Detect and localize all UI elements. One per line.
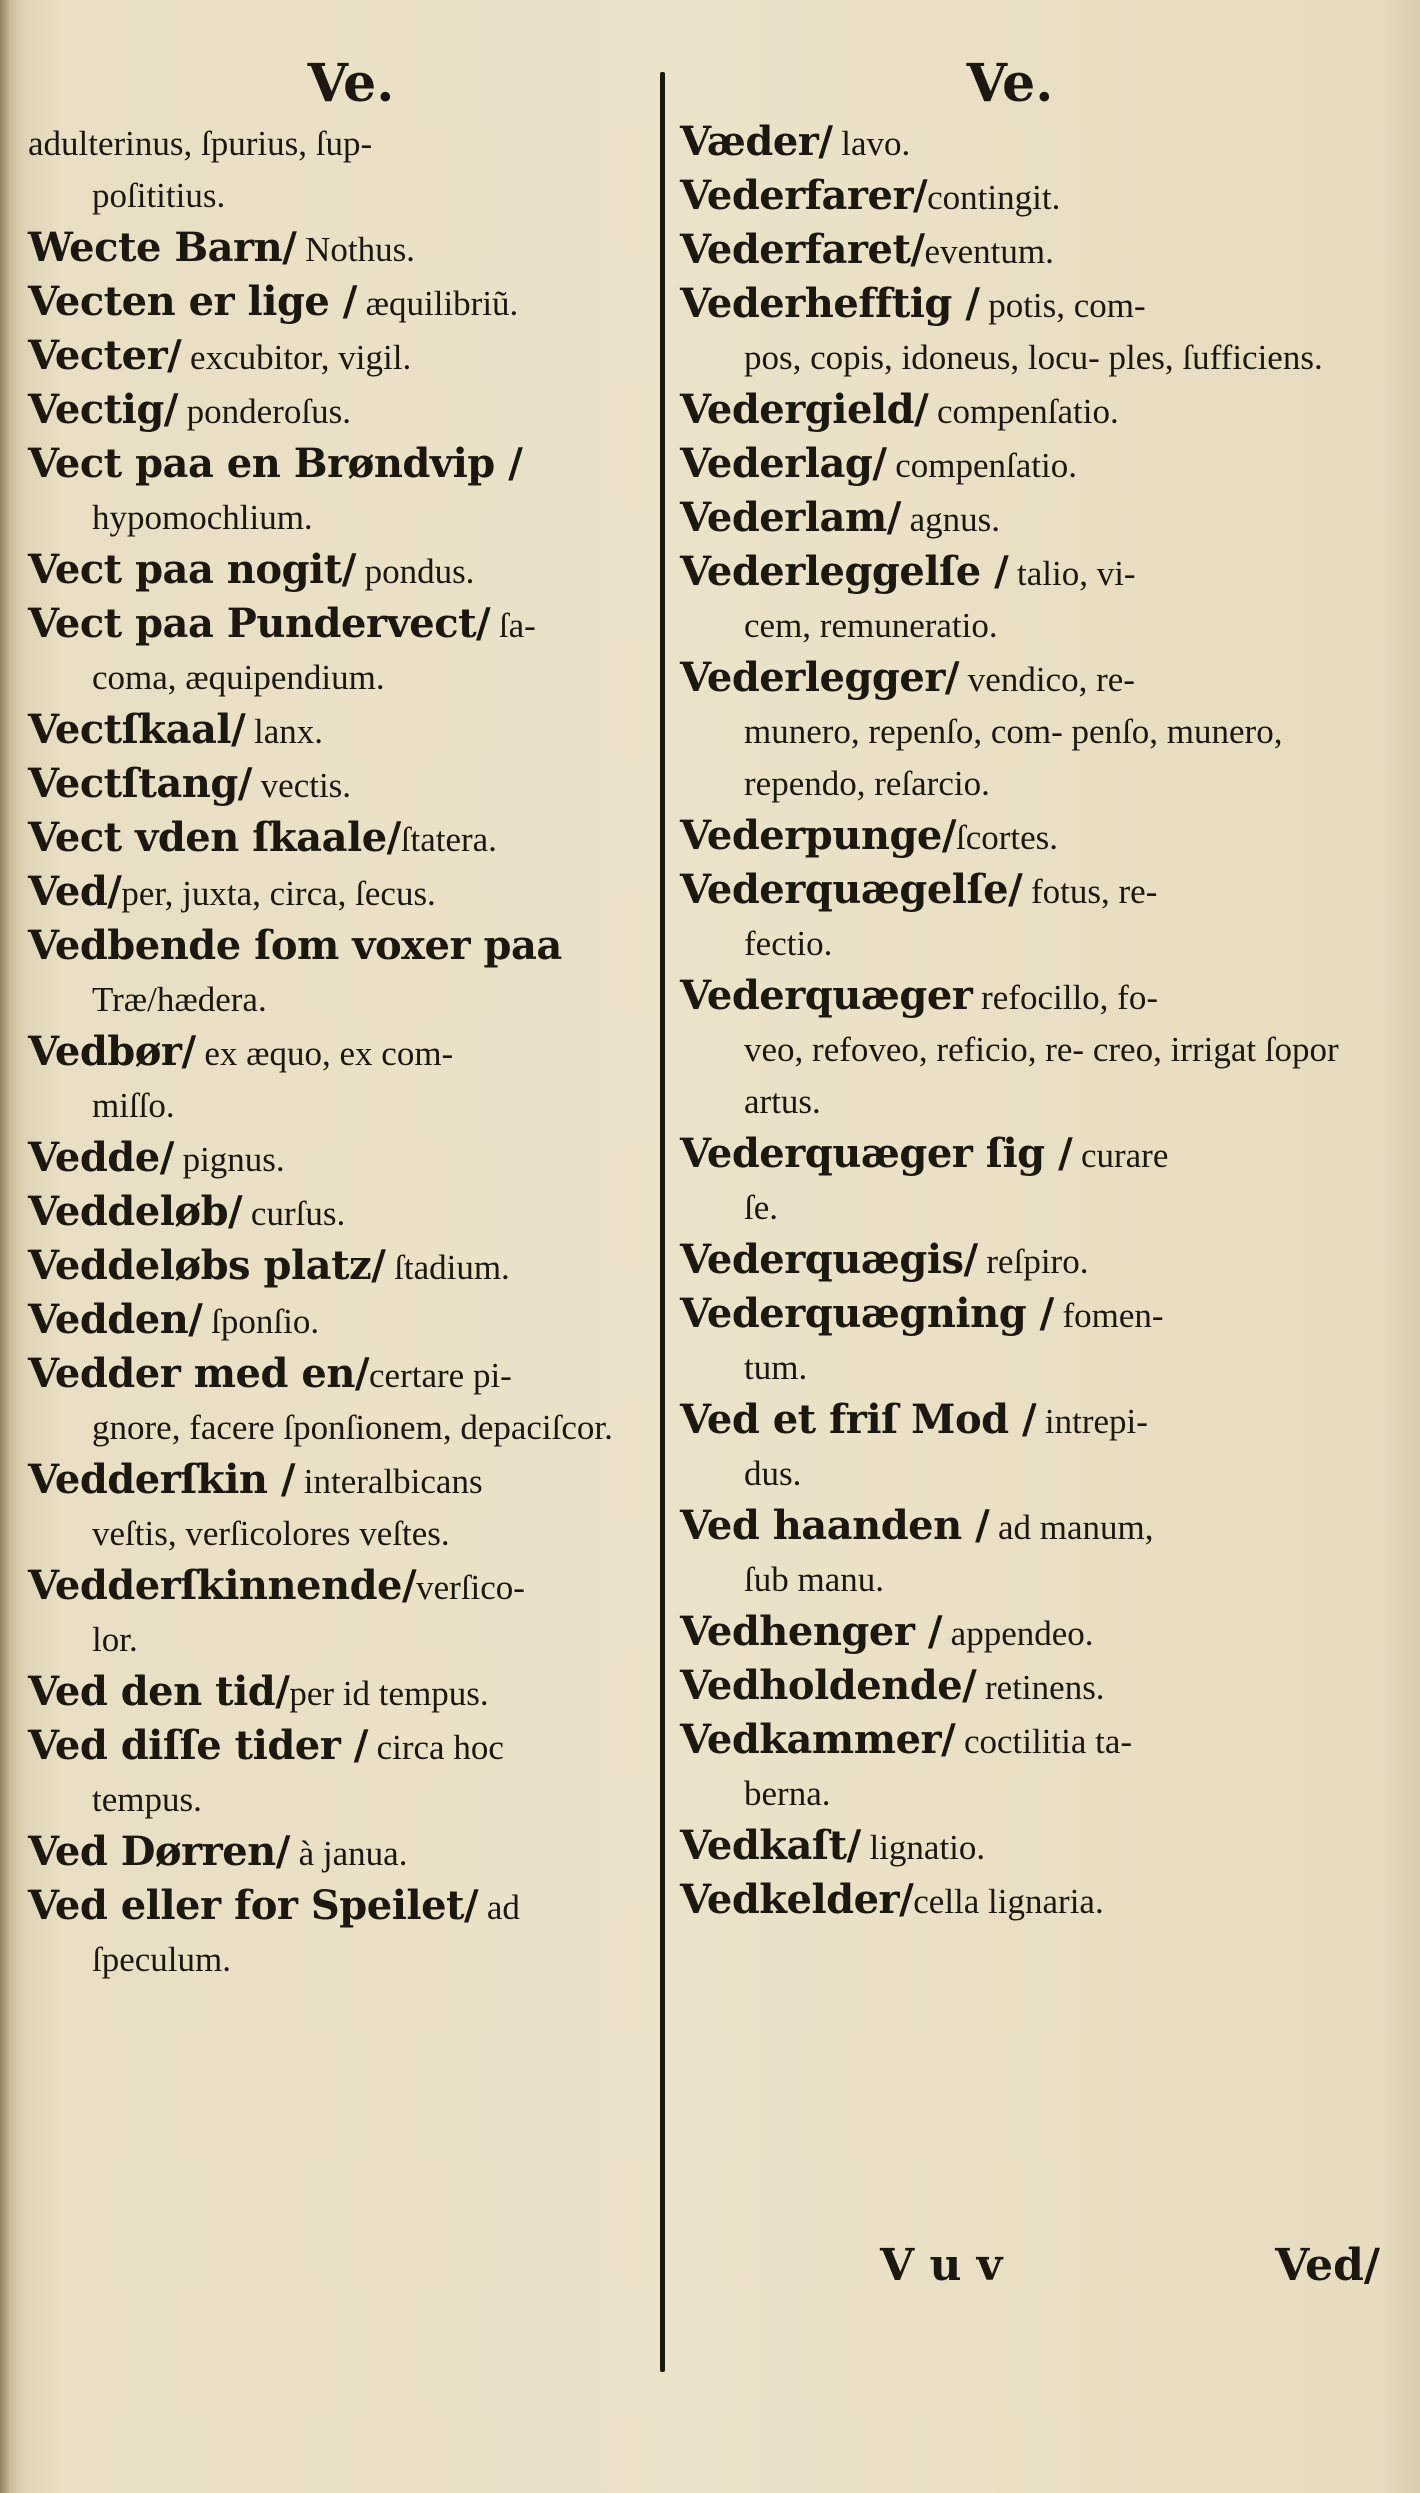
- right-column: [680, 0, 1380, 1928]
- entry-headword: Ved eller for Speilet/: [28, 1882, 479, 1929]
- entry-headword: Ved Dørren/: [28, 1828, 290, 1875]
- entry-definition: vendico, re-: [959, 660, 1135, 699]
- entry-headword: Vederquægning /: [680, 1290, 1054, 1337]
- entry-headword: Vectſtang/: [28, 760, 252, 807]
- entry-definition: compenſatio.: [886, 446, 1078, 485]
- entry-definition: ſtadium.: [385, 1248, 510, 1287]
- entry-continuation: ſub manu.: [744, 1560, 884, 1599]
- dictionary-entry: [28, 330, 644, 384]
- entry-continuation: hypomochlium.: [92, 498, 313, 537]
- dictionary-entry: [680, 1394, 1380, 1500]
- entry-definition: pondus.: [355, 552, 475, 591]
- dictionary-entry: [28, 812, 644, 866]
- signature-mark: V u v: [880, 2240, 1003, 2291]
- entry-continuation: miſſo.: [92, 1086, 175, 1125]
- dictionary-entry: [680, 170, 1380, 224]
- dictionary-entry: [680, 1606, 1380, 1660]
- entry-definition: contingit.: [927, 178, 1061, 217]
- entry-definition: appendeo.: [941, 1614, 1094, 1653]
- right-entry-list: [680, 116, 1380, 1928]
- entry-headword: Vederquægis/: [680, 1236, 978, 1283]
- entry-definition: fotus, re-: [1022, 872, 1158, 911]
- entry-headword: Vederlag/: [680, 440, 887, 487]
- entry-headword: Vedkammer/: [680, 1716, 956, 1763]
- entry-continuation: gnore, facere ſponſionem, depaciſcor.: [92, 1408, 613, 1447]
- dictionary-entry: [28, 1666, 644, 1720]
- entry-continuation: cem, remuneratio.: [744, 606, 998, 645]
- entry-headword: Vedderſkin /: [28, 1456, 296, 1503]
- dictionary-entry: [28, 1348, 644, 1454]
- entry-definition: ſa-: [490, 606, 536, 645]
- entry-definition: talio, vi-: [1008, 554, 1136, 593]
- entry-headword: Vect paa en Brøndvip /: [28, 440, 523, 487]
- entry-headword: Vedden/: [28, 1296, 203, 1343]
- entry-definition: vectis.: [251, 766, 352, 805]
- dictionary-entry: [680, 1714, 1380, 1820]
- entry-headword: Ved haanden /: [680, 1502, 990, 1549]
- column-divider: [660, 72, 665, 2372]
- entry-definition: potis, com-: [979, 286, 1146, 325]
- dictionary-entry: [680, 1500, 1380, 1606]
- entry-definition: ſcortes.: [955, 818, 1059, 857]
- entry-headword: Vederlam/: [680, 494, 901, 541]
- dictionary-entry: [28, 544, 644, 598]
- left-entry-list: [28, 116, 644, 1986]
- entry-continuation: berna.: [744, 1774, 831, 1813]
- entry-headword: Wecte Barn/: [28, 224, 297, 271]
- entry-definition: refocillo, fo-: [972, 978, 1158, 1017]
- dictionary-entry: [28, 222, 644, 276]
- dictionary-entry: [28, 866, 644, 920]
- entry-headword: Vecter/: [28, 332, 182, 379]
- dictionary-entry: [28, 1026, 644, 1132]
- entry-continuation: munero, repenſo, com- penſo, munero, rependo, reſarcio.: [744, 712, 1283, 803]
- entry-definition: coctilitia ta-: [955, 1722, 1133, 1761]
- entry-continuation: pos, copis, idoneus, locu- ples, ſufficiens.: [744, 338, 1323, 377]
- entry-definition: interalbicans: [295, 1462, 483, 1501]
- dictionary-entry: [680, 1234, 1380, 1288]
- entry-definition: adulterinus, ſpurius, ſup-: [28, 124, 373, 163]
- dictionary-entry: [28, 1560, 644, 1666]
- dictionary-entry: [28, 758, 644, 812]
- entry-headword: Vederquæger: [680, 972, 973, 1019]
- entry-definition: compenſatio.: [928, 392, 1119, 431]
- entry-definition: certare pi-: [369, 1356, 512, 1395]
- entry-definition: circa hoc: [367, 1728, 504, 1767]
- entry-headword: Ved diſſe tider /: [28, 1722, 368, 1769]
- entry-headword: Ved den tid/: [28, 1668, 290, 1715]
- entry-headword: Vectig/: [28, 386, 178, 433]
- entry-headword: Vederpunge/: [680, 812, 956, 859]
- entry-continuation: ſpeculum.: [92, 1940, 231, 1979]
- dictionary-entry: [680, 970, 1380, 1128]
- dictionary-entry: [28, 1826, 644, 1880]
- entry-headword: Vecten er lige /: [28, 278, 357, 325]
- entry-headword: Veddeløb/: [28, 1188, 243, 1235]
- dictionary-entry: [680, 1288, 1380, 1394]
- entry-headword: Vedde/: [28, 1134, 174, 1181]
- entry-headword: Vederleggelſe /: [680, 548, 1009, 595]
- entry-headword: Vederlegger/: [680, 654, 960, 701]
- dictionary-entry: [28, 598, 644, 704]
- entry-headword: Væder/: [680, 118, 833, 165]
- entry-definition: intrepi-: [1036, 1402, 1148, 1441]
- dictionary-entry: [28, 1240, 644, 1294]
- dictionary-entry: [680, 810, 1380, 864]
- dictionary-entry: [28, 1720, 644, 1826]
- entry-headword: Veddeløbs platz/: [28, 1242, 386, 1289]
- entry-headword: Vedbende ſom voxer paa: [28, 922, 562, 969]
- entry-continuation: fectio.: [744, 924, 833, 963]
- dictionary-entry: [28, 704, 644, 758]
- left-column-header: Ve.: [307, 53, 395, 114]
- entry-definition: ex æquo, ex com-: [195, 1034, 454, 1073]
- dictionary-entry: [680, 224, 1380, 278]
- entry-definition: ad: [478, 1888, 520, 1927]
- entry-continuation: ſe.: [744, 1188, 779, 1227]
- dictionary-entry: [28, 384, 644, 438]
- dictionary-entry: [28, 1294, 644, 1348]
- entry-continuation: coma, æquipendium.: [92, 658, 385, 697]
- dictionary-entry: [680, 864, 1380, 970]
- dictionary-entry: [28, 438, 644, 544]
- dictionary-entry: [680, 492, 1380, 546]
- left-column: [28, 0, 644, 1986]
- dictionary-entry: [680, 278, 1380, 384]
- entry-definition: ſtatera.: [400, 820, 497, 859]
- entry-headword: Vect paa Pundervect/: [28, 600, 491, 647]
- dictionary-entry: [680, 384, 1380, 438]
- entry-definition: retinens.: [976, 1668, 1105, 1707]
- dictionary-entry: [680, 1820, 1380, 1874]
- entry-definition: pignus.: [173, 1140, 285, 1179]
- entry-definition: ſponſio.: [202, 1302, 320, 1341]
- entry-definition: lignatio.: [860, 1828, 986, 1867]
- entry-definition: lavo.: [832, 124, 911, 163]
- entry-headword: Vectſkaal/: [28, 706, 246, 753]
- entry-definition: per, juxta, circa, ſecus.: [121, 874, 436, 913]
- entry-definition: curſus.: [242, 1194, 346, 1233]
- entry-continuation: veo, refoveo, reficio, re- creo, irrigat ſopor artus.: [744, 1030, 1339, 1121]
- entry-headword: Vedder med en/: [28, 1350, 370, 1397]
- right-column-header: Ve.: [966, 53, 1054, 114]
- entry-headword: Vedergield/: [680, 386, 929, 433]
- entry-continuation: veſtis, verſicolores veſtes.: [92, 1514, 450, 1553]
- entry-headword: Vedholdende/: [680, 1662, 977, 1709]
- entry-headword: Ved et friſ Mod /: [680, 1396, 1037, 1443]
- entry-headword: Vedderſkinnende/: [28, 1562, 417, 1609]
- entry-headword: Ved/: [28, 868, 122, 915]
- dictionary-entry: [28, 276, 644, 330]
- entry-definition: fomen-: [1053, 1296, 1164, 1335]
- entry-definition: ad manum,: [989, 1508, 1154, 1547]
- entry-continuation: Træ/hædera.: [92, 980, 267, 1019]
- entry-headword: Vederquægelſe/: [680, 866, 1023, 913]
- entry-definition: per id tempus.: [289, 1674, 489, 1713]
- entry-headword: Vedbør/: [28, 1028, 196, 1075]
- entry-headword: Vect paa nogit/: [28, 546, 356, 593]
- entry-definition: à janua.: [289, 1834, 408, 1873]
- entry-headword: Vederfarer/: [680, 172, 928, 219]
- entry-definition: lanx.: [245, 712, 323, 751]
- entry-headword: Vederquæger ſig /: [680, 1130, 1073, 1177]
- entry-continuation: tum.: [744, 1348, 808, 1387]
- dictionary-entry: [680, 438, 1380, 492]
- entry-headword: Vedkelder/: [680, 1876, 914, 1923]
- entry-headword: Vedkaſt/: [680, 1822, 861, 1869]
- dictionary-entry: [680, 1128, 1380, 1234]
- entry-definition: ponderoſus.: [177, 392, 351, 431]
- entry-definition: Nothus.: [296, 230, 415, 269]
- dictionary-entry: [28, 1454, 644, 1560]
- dictionary-entry: [680, 652, 1380, 810]
- entry-definition: agnus.: [900, 500, 1001, 539]
- dictionary-entry: [680, 116, 1380, 170]
- entry-headword: Vedhenger /: [680, 1608, 942, 1655]
- dictionary-entry: [28, 116, 644, 222]
- entry-definition: cella lignaria.: [913, 1882, 1104, 1921]
- dictionary-entry: [680, 1874, 1380, 1928]
- entry-definition: curare: [1072, 1136, 1169, 1175]
- entry-continuation: poſititius.: [92, 176, 226, 215]
- entry-definition: reſpiro.: [977, 1242, 1089, 1281]
- entry-headword: Vederhefftig /: [680, 280, 980, 327]
- entry-headword: Vederfaret/: [680, 226, 925, 273]
- entry-definition: eventum.: [924, 232, 1054, 271]
- entry-continuation: tempus.: [92, 1780, 202, 1819]
- dictionary-entry: [28, 1132, 644, 1186]
- entry-definition: excubitor, vigil.: [181, 338, 412, 377]
- catchword: Ved/: [1275, 2240, 1380, 2291]
- dictionary-entry: [28, 1186, 644, 1240]
- dictionary-entry: [28, 920, 644, 1026]
- page-footer: [880, 2240, 1380, 2291]
- entry-headword: Vect vden ſkaale/: [28, 814, 401, 861]
- entry-definition: verſico-: [416, 1568, 525, 1607]
- dictionary-entry: [680, 546, 1380, 652]
- entry-definition: æquilibriũ.: [356, 284, 519, 323]
- entry-continuation: dus.: [744, 1454, 802, 1493]
- entry-continuation: lor.: [92, 1620, 138, 1659]
- dictionary-entry: [680, 1660, 1380, 1714]
- dictionary-entry: [28, 1880, 644, 1986]
